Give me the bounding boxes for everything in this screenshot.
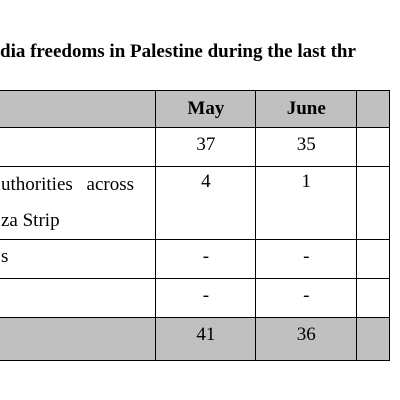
- cell-may: 4: [156, 167, 256, 240]
- header-cell-label: [0, 91, 156, 128]
- cell-may: -: [156, 279, 256, 318]
- row-label: [0, 279, 156, 318]
- table-row: [0, 167, 390, 240]
- cell-next: [357, 279, 390, 318]
- header-row: [0, 91, 390, 128]
- row-label: [0, 167, 156, 240]
- total-row: [0, 318, 390, 361]
- cell-june: 35: [256, 128, 357, 167]
- table-row: [0, 128, 390, 167]
- cell-june: 36: [256, 318, 357, 361]
- cell-may: 37: [156, 128, 256, 167]
- row-label-line-1: uthorities across: [1, 174, 135, 195]
- cell-may: -: [156, 240, 256, 279]
- cell-next: [357, 318, 390, 361]
- cell-may: 41: [156, 318, 256, 361]
- cell-next: [357, 167, 390, 240]
- row-label-line-2: za Strip: [1, 210, 60, 231]
- cell-june: -: [256, 240, 357, 279]
- row-label: [0, 128, 156, 167]
- cell-next: [357, 128, 390, 167]
- header-cell-june: June: [256, 91, 357, 128]
- table-row: [0, 279, 390, 318]
- row-label: s: [0, 240, 156, 279]
- cell-june: -: [256, 279, 357, 318]
- table-caption: dia freedoms in Palestine during the last thr: [0, 41, 356, 62]
- cell-june: 1: [256, 167, 357, 240]
- header-cell-may: May: [156, 91, 256, 128]
- media-freedoms-table: [0, 90, 390, 361]
- header-cell-next: [357, 91, 390, 128]
- cell-next: [357, 240, 390, 279]
- row-label: [0, 318, 156, 361]
- table-row: [0, 240, 390, 279]
